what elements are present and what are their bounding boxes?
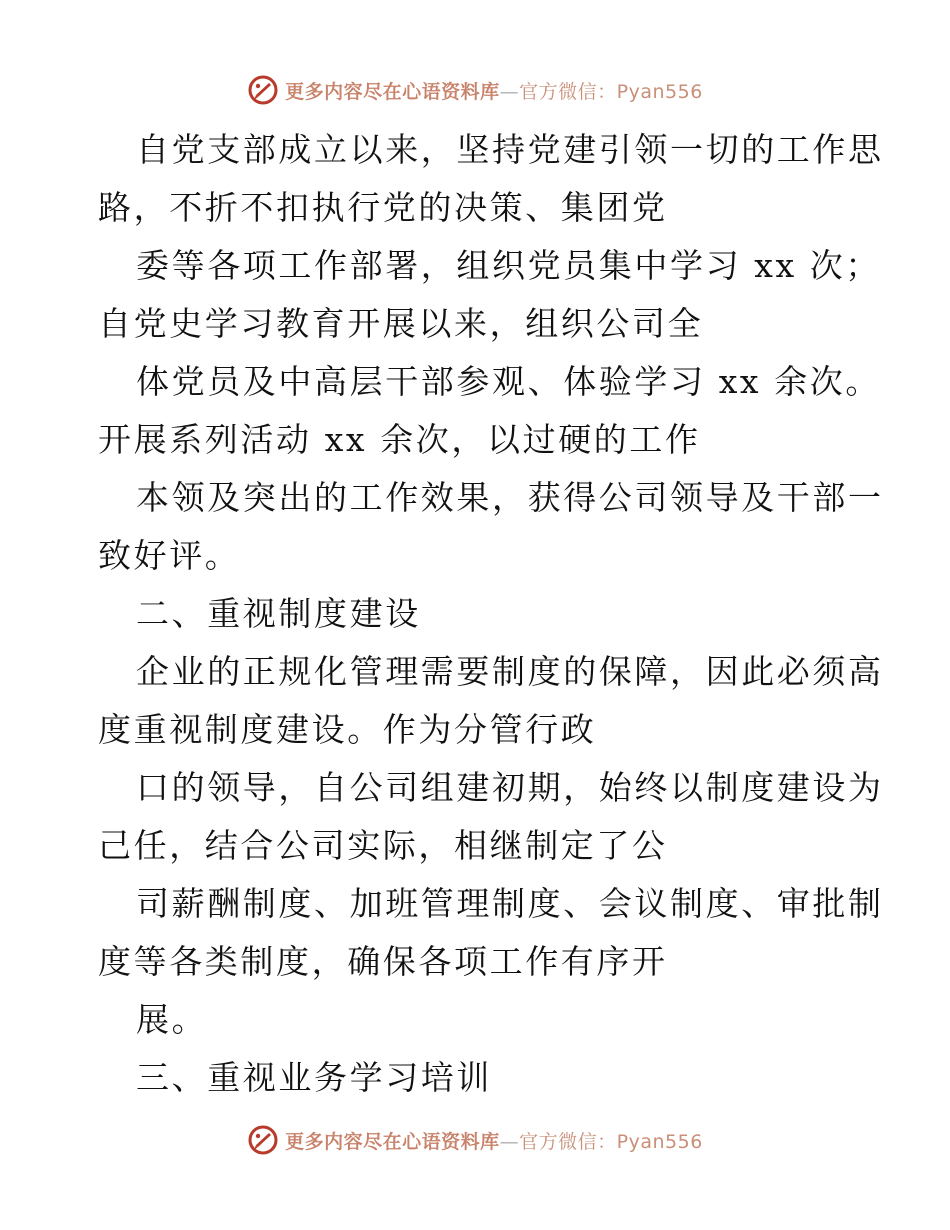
banner-dash: — bbox=[499, 80, 520, 103]
brand-logo-icon bbox=[247, 74, 279, 106]
footer-watermark-banner bbox=[0, 1120, 950, 1160]
text-line: 开展系列活动 xx 余次，以过硬的工作 bbox=[98, 420, 701, 459]
banner-main-text: 更多内容尽在心语资料库 bbox=[285, 1130, 500, 1153]
text-line: 致好评。 bbox=[98, 536, 241, 575]
text-line: 司薪酬制度、加班管理制度、会议制度、审批制 bbox=[136, 884, 884, 923]
banner-dash: — bbox=[499, 1130, 520, 1153]
text-line: 度重视制度建设。作为分管行政 bbox=[98, 710, 597, 749]
text-line: 展。 bbox=[136, 1000, 208, 1039]
banner-main-text: 更多内容尽在心语资料库 bbox=[285, 80, 500, 103]
text-line: 委等各项工作部署，组织党员集中学习 xx 次； bbox=[136, 246, 882, 285]
banner-text bbox=[285, 77, 703, 104]
banner-wechat-text: 官方微信：Pyan556 bbox=[519, 1130, 703, 1153]
text-line: 本领及突出的工作效果，获得公司领导及干部一 bbox=[136, 478, 884, 517]
banner-text bbox=[285, 1127, 703, 1154]
text-line: 体党员及中高层干部参观、体验学习 xx 余次。 bbox=[136, 362, 882, 401]
brand-logo-icon bbox=[247, 1124, 279, 1156]
text-line: 企业的正规化管理需要制度的保障，因此必须高 bbox=[136, 652, 884, 691]
text-line: 口的领导，自公司组建初期，始终以制度建设为 bbox=[136, 768, 884, 807]
banner-wechat-text: 官方微信：Pyan556 bbox=[519, 80, 703, 103]
section-heading: 三、重视业务学习培训 bbox=[136, 1058, 492, 1097]
text-line: 自党史学习教育开展以来，组织公司全 bbox=[98, 304, 704, 343]
text-line: 己任，结合公司实际，相继制定了公 bbox=[98, 826, 668, 865]
header-watermark-banner bbox=[0, 70, 950, 110]
text-line: 度等各类制度，确保各项工作有序开 bbox=[98, 942, 668, 981]
text-line: 路，不折不扣执行党的决策、集团党 bbox=[98, 188, 668, 227]
text-line: 自党支部成立以来，坚持党建引领一切的工作思 bbox=[136, 130, 884, 169]
section-heading: 二、重视制度建设 bbox=[136, 594, 421, 633]
